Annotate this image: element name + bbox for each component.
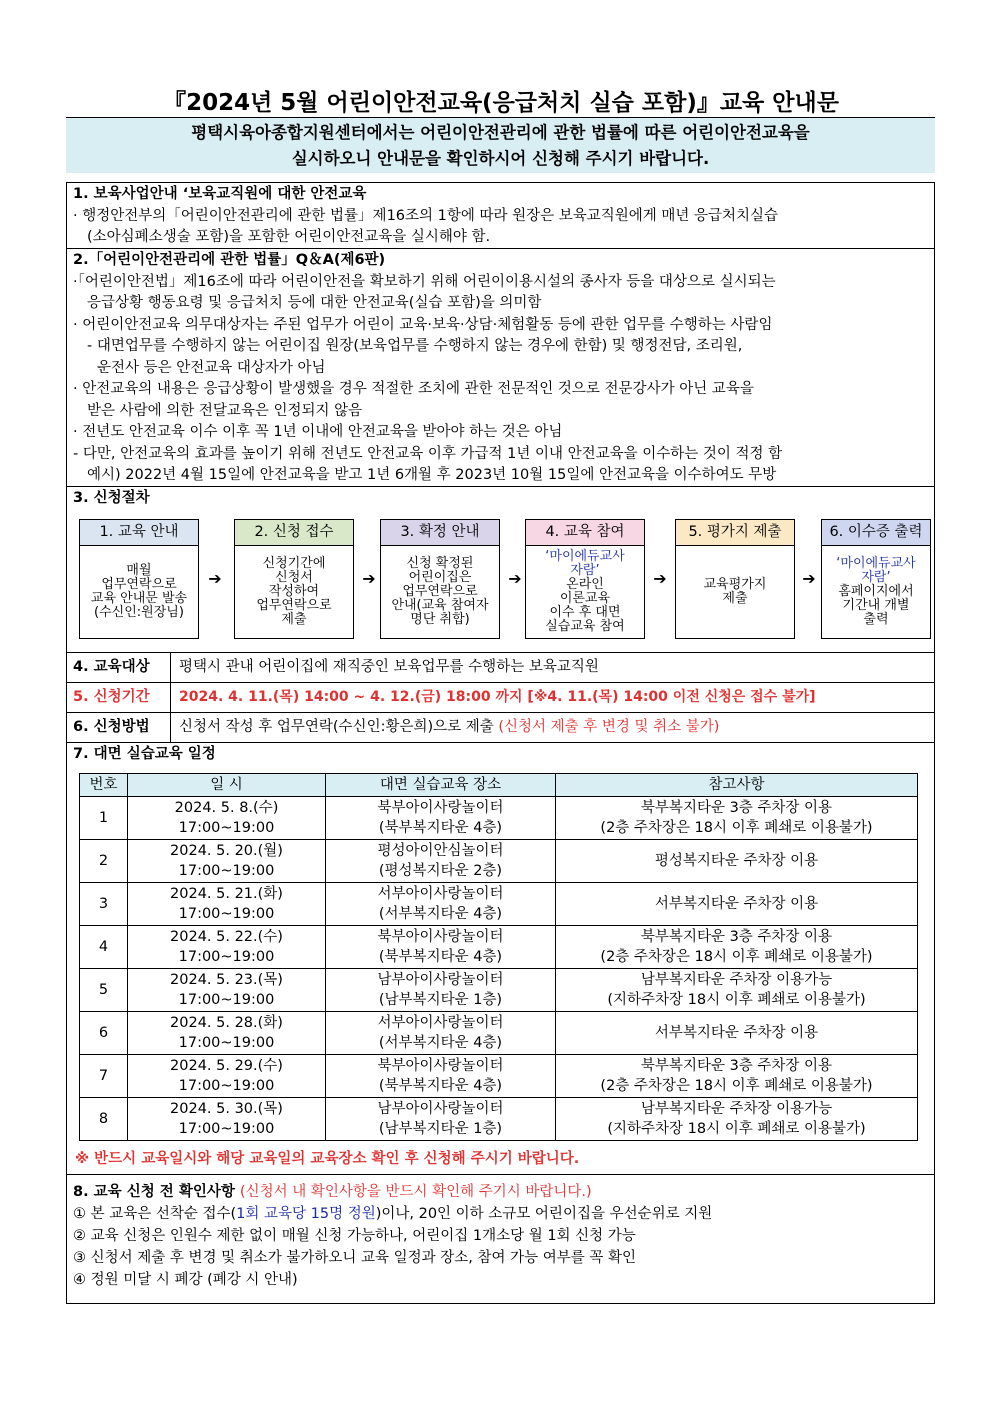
step-text: 업무연락으로 [101,577,177,592]
arrow-right-icon: ➔ [362,569,376,588]
cell-place [326,969,556,1012]
section-4-label: 4. 교육대상 [67,653,171,682]
section-8-heading [73,1181,712,1203]
step-text: 신청기간에 [262,556,326,571]
section-8-item-2: ② 교육 신청은 인원수 제한 없이 매월 신청 가능하나, 어린이집 1개소당 월 1회 신청 가능 [73,1228,636,1244]
cell-note-text: 북부복지타운 3층 주차장 이용 [640,799,833,816]
cell-note [556,797,918,840]
cell-no-text: 7 [98,1067,109,1084]
cell-datetime-text: 2024. 5. 22.(수) [170,928,283,945]
schedule-table [79,773,918,1141]
step-1 [79,519,199,639]
cell-note-text: (지하주차장 18시 이후 폐쇄로 이용불가) [607,992,866,1008]
cell-place [326,1098,556,1141]
col-header-no: 번호 [80,774,128,797]
cell-place-text: 서부아이사랑놀이터 [377,1014,504,1031]
cell-datetime-text: 2024. 5. 30.(목) [170,1100,283,1117]
section-5-label: 5. 신청기간 [67,683,171,712]
section-8-title: 8. 교육 신청 전 확인사항 [73,1184,240,1200]
section-5-value: 2024. 4. 11.(목) 14:00 ~ 4. 12.(금) 18:00 까지 [※4. 11.(목) 14:00 이전 신청은 접수 불가] [179,689,816,705]
cell-note-text: (지하주차장 18시 이후 폐쇄로 이용불가) [607,1121,866,1137]
cell-note-text: 남부복지타운 주차장 이용가능 [640,971,833,988]
section-4-value: 평택시 관내 어린이집에 재직중인 보육업무를 수행하는 보육교직원 [179,659,599,675]
cell-no [80,840,128,883]
step-title: 1. 교육 안내 [80,520,198,546]
cell-place-text: 북부아이사랑놀이터 [377,1057,504,1074]
section-1-line-1: · 행정안전부의「어린이안전관리에 관한 법률」제16조의 1항에 따라 원장은 보육교직원에게 매년 응급처치실습 [73,207,779,224]
step-text: 교육평가지 [703,577,767,592]
step-text: 제출 [281,612,307,627]
table-row [80,883,918,926]
step-text: 이론교육 [559,591,611,606]
table-row [80,1055,918,1098]
step-text: 신청서 [275,570,313,585]
schedule-note: ※ 반드시 교육일시와 해당 교육일의 교육장소 확인 후 신청해 주시기 바랍니다. [75,1151,580,1167]
cell-datetime [128,1055,326,1098]
step-text: 어린이집은 [408,570,472,585]
cell-datetime [128,883,326,926]
intro-banner [66,117,935,173]
cell-note-text: 북부복지타운 3층 주차장 이용 [640,1057,833,1074]
section-8-item-1 [73,1203,712,1225]
step-title: 5. 평가지 제출 [676,520,794,546]
cell-datetime-text: 2024. 5. 20.(월) [170,842,283,859]
cell-no-text: 6 [98,1024,109,1041]
document-title: 『2024년 5월 어린이안전교육(응급처치 실습 포함)』교육 안내문 [163,90,839,116]
arrow-right-icon: ➔ [508,569,522,588]
section-8 [73,1181,712,1291]
cell-place-text: (북부복지타운 4층) [378,1078,503,1094]
cell-datetime [128,926,326,969]
section-2 [67,249,934,487]
cell-no-text: 5 [98,981,109,998]
cell-no-text: 8 [98,1110,109,1127]
cell-datetime-text: 2024. 5. 21.(화) [170,885,283,902]
step-text: 제출 [722,591,748,606]
step-text: 작성하여 [268,584,320,599]
cell-place-text: (서부복지타운 4층) [378,906,503,922]
cell-datetime [128,1012,326,1055]
section-3-heading: 3. 신청절차 [73,490,150,506]
step-title: 4. 교육 참여 [526,520,644,546]
cell-note [556,840,918,883]
section-6-label: 6. 신청방법 [67,713,171,742]
step-text: 기간내 개별 [842,598,910,613]
table-row [80,1012,918,1055]
step-text: 자람’ [861,570,891,585]
cell-place [326,797,556,840]
cell-no [80,1055,128,1098]
cell-place-text: (북부복지타운 4층) [378,820,503,836]
cell-place-text: (북부복지타운 4층) [378,949,503,965]
step-text: 홈페이지에서 [838,584,914,599]
step-text: ‘마이에듀교사 [545,549,625,564]
cell-datetime [128,797,326,840]
section-1-line-2: (소아심폐소생술 포함)을 포함한 어린이안전교육을 실시해야 함. [87,229,491,245]
step-text: 자람’ [570,563,600,578]
table-row [80,926,918,969]
section-2-line: - 대면업무를 수행하지 않는 어린이집 원장(보육업무를 수행하지 않는 경우에 한함) 및 행정전담, 조리원, [87,338,743,354]
step-text: 출력 [863,612,889,627]
step-title: 6. 이수증 출력 [822,520,930,546]
cell-note-text: 평성복지타운 주차장 이용 [654,852,819,869]
cell-no [80,883,128,926]
cell-datetime-text: 17:00~19:00 [178,820,275,836]
step-2 [234,519,354,639]
section-2-line: 운전사 등은 안전교육 대상자가 아님 [97,359,326,376]
cell-datetime-text: 2024. 5. 28.(화) [170,1014,283,1031]
section-4 [67,653,934,683]
section-6 [67,713,934,743]
step-text: 업무연락으로 [256,598,332,613]
section-2-line: 응급상황 행동요령 및 응급처치 등에 대한 안전교육(실습 포함)을 의미함 [87,295,542,311]
cell-note-text: 서부복지타운 주차장 이용 [654,895,819,912]
table-row [80,840,918,883]
cell-datetime-text: 2024. 5. 29.(수) [170,1057,283,1074]
section-2-line: · 안전교육의 내용은 응급상황이 발생했을 경우 적절한 조치에 관한 전문적인 것으로 전문강사가 아닌 교육을 [73,381,754,397]
arrow-right-icon: ➔ [208,569,222,588]
cell-datetime [128,969,326,1012]
cell-place [326,840,556,883]
col-header-datetime: 일 시 [128,774,326,797]
section-2-line: 예시) 2022년 4월 15일에 안전교육을 받고 1년 6개월 후 2023년 10월 15일에 안전교육을 이수하여도 무방 [87,467,777,483]
table-row [80,969,918,1012]
cell-no [80,1098,128,1141]
section-1-heading: 1. 보육사업안내 ‘보육교직원에 대한 안전교육 [73,186,367,202]
cell-place-text: 남부아이사랑놀이터 [377,1100,504,1117]
cell-note-text: 북부복지타운 3층 주차장 이용 [640,928,833,945]
section-2-line: · 어린이안전교육 의무대상자는 주된 업무가 어린이 교육·보육·상담·체험활동 등에 관한 업무를 수행하는 사람임 [73,316,773,333]
step-text: 신청 확정된 [406,556,474,571]
cell-no [80,797,128,840]
section-5 [67,683,934,713]
cell-datetime-text: 17:00~19:00 [178,1078,275,1094]
cell-note-text: (2층 주차장은 18시 이후 폐쇄로 이용불가) [600,1078,873,1094]
step-text: 교육 안내문 발송 [90,591,188,606]
procedure-steps [79,519,931,639]
step-text: 온라인 [566,577,604,592]
cell-place-text: (평성복지타운 2층) [378,863,503,879]
cell-place-text: 북부아이사랑놀이터 [377,799,504,816]
cell-place-text: 북부아이사랑놀이터 [377,928,504,945]
cell-datetime-text: 17:00~19:00 [178,949,275,965]
cell-note-text: 서부복지타운 주차장 이용 [654,1024,819,1041]
section-8-item-4: ④ 정원 미달 시 폐강 (폐강 시 안내) [73,1272,298,1288]
cell-datetime-text: 17:00~19:00 [178,992,275,1008]
cell-datetime-text: 17:00~19:00 [178,906,275,922]
cell-place-text: 서부아이사랑놀이터 [377,885,504,902]
cell-no [80,926,128,969]
cell-no-text: 3 [98,895,109,912]
cell-datetime-text: 17:00~19:00 [178,1121,275,1137]
section-6-warning: (신청서 제출 후 변경 및 취소 불가) [498,719,720,735]
cell-place [326,1012,556,1055]
cell-note-text: 남부복지타운 주차장 이용가능 [640,1100,833,1117]
step-6 [821,519,931,639]
step-text: ‘마이에듀교사 [836,556,916,571]
cell-no-text: 4 [98,938,109,955]
cell-place [326,883,556,926]
item-text: ① 본 교육은 선착순 접수( [73,1206,237,1222]
step-text: 실습교육 참여 [545,619,625,634]
step-text: 매월 [126,563,152,578]
cell-datetime-text: 17:00~19:00 [178,1035,275,1051]
section-8-title-note: (신청서 내 확인사항을 반드시 확인해 주기시 바랍니다.) [239,1184,592,1200]
cell-no [80,969,128,1012]
step-text: (수신인:원장님) [94,605,184,620]
step-text: 이수 후 대면 [549,605,621,620]
banner-line-1: 평택시육아종합지원센터에서는 어린이안전관리에 관한 법률에 따른 어린이안전교육을 [191,123,810,142]
item-text: )이나, 20인 이하 소규모 어린이집을 우선순위로 지원 [375,1206,713,1222]
cell-note-text: (2층 주차장은 18시 이후 폐쇄로 이용불가) [600,949,873,965]
section-2-heading: 2.「어린이안전관리에 관한 법률」Q＆A(제6판) [73,252,386,268]
cell-place-text: 평성아이안심놀이터 [377,842,504,859]
section-2-line: 받은 사람에 의한 전달교육은 인정되지 않음 [87,402,363,419]
section-8-item-3: ③ 신청서 제출 후 변경 및 취소가 불가하오니 교육 일정과 장소, 참여 가능 여부를 꼭 확인 [73,1250,636,1266]
arrow-right-icon: ➔ [653,569,667,588]
section-2-line: - 다만, 안전교육의 효과를 높이기 위해 전년도 안전교육 이후 가급적 1년 이내 안전교육을 이수하는 것이 적정 함 [73,445,783,462]
cell-note [556,1012,918,1055]
step-title: 2. 신청 접수 [235,520,353,546]
cell-datetime-text: 17:00~19:00 [178,863,275,879]
cell-place-text: (남부복지타운 1층) [378,1121,503,1137]
table-header-row [80,774,918,797]
table-row [80,797,918,840]
cell-no-text: 1 [98,809,109,826]
section-6-text: 신청서 작성 후 업무연락(수신인:황은희)으로 제출 [179,719,499,735]
step-text: 안내(교육 참여자 [391,598,489,613]
cell-place-text: (남부복지타운 1층) [378,992,503,1008]
cell-place-text: (서부복지타운 4층) [378,1035,503,1051]
cell-note [556,1098,918,1141]
section-6-value [179,713,719,742]
section-7-heading: 7. 대면 실습교육 일정 [73,746,216,762]
cell-no [80,1012,128,1055]
cell-note [556,926,918,969]
cell-datetime-text: 2024. 5. 8.(수) [174,799,279,816]
banner-line-2: 실시하오니 안내문을 확인하시어 신청해 주시기 바랍니다. [291,149,710,168]
cell-note [556,1055,918,1098]
step-3 [380,519,500,639]
arrow-right-icon: ➔ [802,569,816,588]
step-title: 3. 확정 안내 [381,520,499,546]
cell-datetime [128,1098,326,1141]
content-frame [66,182,935,1304]
section-2-line: · 전년도 안전교육 이수 이후 꼭 1년 이내에 안전교육을 받아야 하는 것은 아님 [73,424,563,440]
item-highlight: 1회 교육당 15명 정원 [236,1206,376,1222]
cell-note [556,969,918,1012]
cell-place [326,926,556,969]
step-text: 업무연락으로 [402,584,478,599]
section-1 [67,183,934,249]
cell-place [326,1055,556,1098]
cell-note-text: (2층 주차장은 18시 이후 폐쇄로 이용불가) [600,820,873,836]
step-5 [675,519,795,639]
step-text: 명단 취합) [410,612,470,627]
step-4 [525,519,645,639]
col-header-note: 참고사항 [556,774,918,797]
cell-no-text: 2 [98,852,109,869]
cell-datetime-text: 2024. 5. 23.(목) [170,971,283,988]
cell-place-text: 남부아이사랑놀이터 [377,971,504,988]
cell-note [556,883,918,926]
table-row [80,1098,918,1141]
col-header-place: 대면 실습교육 장소 [326,774,556,797]
cell-datetime [128,840,326,883]
section-2-line: ·「어린이안전법」제16조에 따라 어린이안전을 확보하기 위해 어린이이용시설의 종사자 등을 대상으로 실시되는 [73,273,776,290]
